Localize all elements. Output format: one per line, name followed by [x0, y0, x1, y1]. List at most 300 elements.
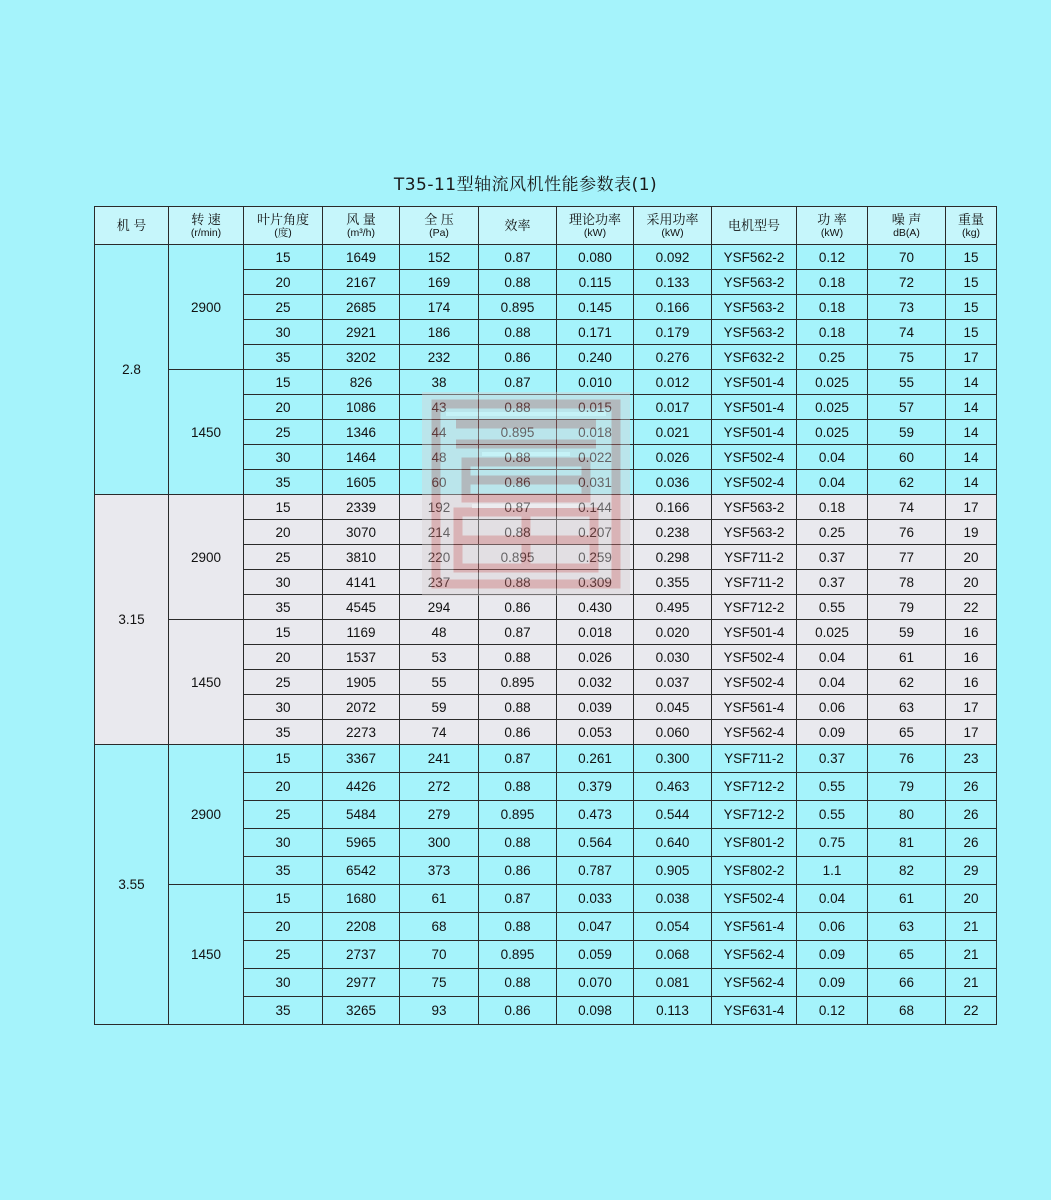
cell-weight: 16 — [946, 645, 997, 670]
cell-theoretical-power: 0.171 — [557, 320, 634, 345]
cell-motor-model: YSF501-4 — [712, 420, 797, 445]
cell-theoretical-power: 0.039 — [557, 695, 634, 720]
cell-blade-angle: 25 — [244, 670, 323, 695]
cell-efficiency: 0.88 — [479, 445, 557, 470]
cell-blade-angle: 35 — [244, 595, 323, 620]
cell-efficiency: 0.87 — [479, 745, 557, 773]
cell-noise: 77 — [868, 545, 946, 570]
cell-weight: 17 — [946, 495, 997, 520]
cell-air-volume: 826 — [323, 370, 400, 395]
cell-air-volume: 2167 — [323, 270, 400, 295]
cell-noise: 72 — [868, 270, 946, 295]
cell-adopted-power: 0.030 — [634, 645, 712, 670]
cell-efficiency: 0.87 — [479, 495, 557, 520]
cell-theoretical-power: 0.207 — [557, 520, 634, 545]
cell-weight: 22 — [946, 997, 997, 1025]
cell-blade-angle: 15 — [244, 885, 323, 913]
page-title: T35-11型轴流风机性能参数表(1) — [393, 175, 658, 195]
cell-weight: 17 — [946, 720, 997, 745]
cell-air-volume: 2208 — [323, 913, 400, 941]
cell-air-volume: 1464 — [323, 445, 400, 470]
cell-blade-angle: 35 — [244, 997, 323, 1025]
performance-table — [94, 206, 997, 1025]
cell-air-volume: 1605 — [323, 470, 400, 495]
cell-motor-model: YSF502-4 — [712, 445, 797, 470]
header-blade-angle — [244, 207, 323, 245]
cell-blade-angle: 30 — [244, 445, 323, 470]
header-unit: (m³/h) — [347, 227, 375, 239]
cell-blade-angle: 35 — [244, 345, 323, 370]
cell-theoretical-power: 0.032 — [557, 670, 634, 695]
cell-adopted-power: 0.640 — [634, 829, 712, 857]
cell-weight: 14 — [946, 420, 997, 445]
cell-noise: 79 — [868, 773, 946, 801]
cell-adopted-power: 0.905 — [634, 857, 712, 885]
cell-noise: 81 — [868, 829, 946, 857]
cell-theoretical-power: 0.115 — [557, 270, 634, 295]
cell-efficiency: 0.86 — [479, 345, 557, 370]
cell-total-pressure: 61 — [400, 885, 479, 913]
header-unit: dB(A) — [893, 227, 920, 239]
cell-noise: 66 — [868, 969, 946, 997]
cell-air-volume: 2921 — [323, 320, 400, 345]
cell-motor-model: YSF563-2 — [712, 520, 797, 545]
cell-noise: 65 — [868, 941, 946, 969]
cell-blade-angle: 30 — [244, 320, 323, 345]
cell-adopted-power: 0.017 — [634, 395, 712, 420]
cell-motor-model: YSF712-2 — [712, 595, 797, 620]
table-row — [95, 620, 997, 645]
cell-motor-power: 0.25 — [797, 345, 868, 370]
cell-theoretical-power: 0.144 — [557, 495, 634, 520]
cell-adopted-power: 0.166 — [634, 495, 712, 520]
header-unit: (kg) — [961, 227, 981, 239]
cell-efficiency: 0.88 — [479, 773, 557, 801]
cell-theoretical-power: 0.015 — [557, 395, 634, 420]
cell-motor-model: YSF562-4 — [712, 720, 797, 745]
table-row — [95, 495, 997, 520]
cell-weight: 20 — [946, 570, 997, 595]
cell-noise: 61 — [868, 645, 946, 670]
cell-motor-model: YSF502-4 — [712, 470, 797, 495]
cell-efficiency: 0.895 — [479, 420, 557, 445]
header-weight — [946, 207, 997, 245]
cell-air-volume: 2737 — [323, 941, 400, 969]
cell-weight: 17 — [946, 695, 997, 720]
cell-noise: 65 — [868, 720, 946, 745]
cell-motor-model: YSF501-4 — [712, 370, 797, 395]
cell-motor-model: YSF562-2 — [712, 245, 797, 270]
cell-air-volume: 3265 — [323, 997, 400, 1025]
cell-weight: 14 — [946, 470, 997, 495]
cell-theoretical-power: 0.059 — [557, 941, 634, 969]
cell-air-volume: 4426 — [323, 773, 400, 801]
cell-total-pressure: 237 — [400, 570, 479, 595]
cell-weight: 15 — [946, 270, 997, 295]
cell-motor-model: YSF501-4 — [712, 620, 797, 645]
cell-theoretical-power: 0.010 — [557, 370, 634, 395]
cell-air-volume: 2685 — [323, 295, 400, 320]
cell-theoretical-power: 0.259 — [557, 545, 634, 570]
cell-weight: 14 — [946, 370, 997, 395]
cell-total-pressure: 43 — [400, 395, 479, 420]
cell-noise: 55 — [868, 370, 946, 395]
cell-air-volume: 2339 — [323, 495, 400, 520]
cell-weight: 26 — [946, 801, 997, 829]
cell-noise: 76 — [868, 745, 946, 773]
cell-theoretical-power: 0.053 — [557, 720, 634, 745]
cell-total-pressure: 74 — [400, 720, 479, 745]
cell-efficiency: 0.895 — [479, 670, 557, 695]
cell-adopted-power: 0.133 — [634, 270, 712, 295]
header-label: 转 速 — [191, 212, 221, 227]
cell-air-volume: 3202 — [323, 345, 400, 370]
cell-motor-model: YSF802-2 — [712, 857, 797, 885]
cell-total-pressure: 59 — [400, 695, 479, 720]
cell-motor-power: 0.55 — [797, 773, 868, 801]
cell-blade-angle: 25 — [244, 545, 323, 570]
header-motor-model — [712, 207, 797, 245]
header-row — [95, 207, 997, 245]
cell-motor-power: 0.18 — [797, 495, 868, 520]
cell-weight: 15 — [946, 295, 997, 320]
cell-noise: 80 — [868, 801, 946, 829]
cell-theoretical-power: 0.309 — [557, 570, 634, 595]
cell-motor-model: YSF562-4 — [712, 941, 797, 969]
cell-efficiency: 0.895 — [479, 545, 557, 570]
cell-blade-angle: 30 — [244, 829, 323, 857]
cell-weight: 26 — [946, 773, 997, 801]
table-row — [95, 370, 997, 395]
table-row — [95, 245, 997, 270]
cell-motor-model: YSF563-2 — [712, 270, 797, 295]
cell-weight: 19 — [946, 520, 997, 545]
cell-motor-power: 0.18 — [797, 270, 868, 295]
cell-motor-power: 0.37 — [797, 745, 868, 773]
cell-air-volume: 1346 — [323, 420, 400, 445]
cell-total-pressure: 38 — [400, 370, 479, 395]
cell-total-pressure: 48 — [400, 445, 479, 470]
cell-efficiency: 0.87 — [479, 885, 557, 913]
cell-theoretical-power: 0.473 — [557, 801, 634, 829]
cell-efficiency: 0.895 — [479, 801, 557, 829]
cell-motor-power: 0.12 — [797, 245, 868, 270]
cell-motor-power: 0.04 — [797, 670, 868, 695]
cell-weight: 22 — [946, 595, 997, 620]
cell-blade-angle: 25 — [244, 420, 323, 445]
header-total-pressure — [400, 207, 479, 245]
cell-motor-power: 0.09 — [797, 969, 868, 997]
cell-speed: 2900 — [169, 495, 244, 620]
cell-blade-angle: 15 — [244, 245, 323, 270]
cell-air-volume: 5965 — [323, 829, 400, 857]
cell-efficiency: 0.88 — [479, 913, 557, 941]
cell-adopted-power: 0.238 — [634, 520, 712, 545]
cell-theoretical-power: 0.261 — [557, 745, 634, 773]
cell-weight: 15 — [946, 245, 997, 270]
cell-air-volume: 1537 — [323, 645, 400, 670]
cell-blade-angle: 30 — [244, 570, 323, 595]
cell-theoretical-power: 0.033 — [557, 885, 634, 913]
cell-efficiency: 0.87 — [479, 245, 557, 270]
cell-motor-power: 0.18 — [797, 295, 868, 320]
cell-motor-power: 0.12 — [797, 997, 868, 1025]
cell-adopted-power: 0.495 — [634, 595, 712, 620]
cell-motor-power: 0.18 — [797, 320, 868, 345]
cell-motor-power: 0.55 — [797, 595, 868, 620]
cell-air-volume: 3367 — [323, 745, 400, 773]
header-air-volume — [323, 207, 400, 245]
cell-adopted-power: 0.054 — [634, 913, 712, 941]
cell-adopted-power: 0.463 — [634, 773, 712, 801]
cell-motor-model: YSF712-2 — [712, 801, 797, 829]
cell-motor-model: YSF502-4 — [712, 670, 797, 695]
cell-weight: 23 — [946, 745, 997, 773]
header-label: 全 压 — [424, 212, 454, 227]
cell-noise: 74 — [868, 495, 946, 520]
header-label: 采用功率 — [646, 212, 699, 227]
cell-total-pressure: 232 — [400, 345, 479, 370]
cell-weight: 21 — [946, 941, 997, 969]
cell-motor-power: 0.55 — [797, 801, 868, 829]
cell-motor-power: 0.025 — [797, 395, 868, 420]
cell-motor-model: YSF502-4 — [712, 645, 797, 670]
cell-speed: 2900 — [169, 245, 244, 370]
cell-noise: 61 — [868, 885, 946, 913]
cell-adopted-power: 0.276 — [634, 345, 712, 370]
cell-noise: 75 — [868, 345, 946, 370]
cell-blade-angle: 25 — [244, 295, 323, 320]
cell-total-pressure: 294 — [400, 595, 479, 620]
cell-air-volume: 5484 — [323, 801, 400, 829]
cell-total-pressure: 60 — [400, 470, 479, 495]
cell-total-pressure: 70 — [400, 941, 479, 969]
cell-total-pressure: 241 — [400, 745, 479, 773]
cell-theoretical-power: 0.080 — [557, 245, 634, 270]
cell-adopted-power: 0.355 — [634, 570, 712, 595]
cell-total-pressure: 44 — [400, 420, 479, 445]
header-unit: (度) — [274, 227, 292, 239]
cell-adopted-power: 0.036 — [634, 470, 712, 495]
cell-noise: 79 — [868, 595, 946, 620]
cell-air-volume: 1680 — [323, 885, 400, 913]
cell-adopted-power: 0.166 — [634, 295, 712, 320]
performance-table-container — [94, 206, 996, 1025]
cell-noise: 57 — [868, 395, 946, 420]
header-noise — [868, 207, 946, 245]
cell-total-pressure: 174 — [400, 295, 479, 320]
cell-weight: 21 — [946, 913, 997, 941]
cell-blade-angle: 20 — [244, 645, 323, 670]
cell-weight: 16 — [946, 620, 997, 645]
cell-efficiency: 0.88 — [479, 520, 557, 545]
cell-motor-power: 0.06 — [797, 913, 868, 941]
cell-noise: 76 — [868, 520, 946, 545]
cell-adopted-power: 0.037 — [634, 670, 712, 695]
cell-air-volume: 6542 — [323, 857, 400, 885]
cell-efficiency: 0.88 — [479, 969, 557, 997]
table-row — [95, 885, 997, 913]
cell-theoretical-power: 0.047 — [557, 913, 634, 941]
cell-theoretical-power: 0.031 — [557, 470, 634, 495]
cell-air-volume: 4141 — [323, 570, 400, 595]
cell-blade-angle: 20 — [244, 773, 323, 801]
cell-motor-model: YSF563-2 — [712, 320, 797, 345]
cell-machine-number: 3.55 — [95, 745, 169, 1025]
cell-air-volume: 2072 — [323, 695, 400, 720]
cell-efficiency: 0.88 — [479, 645, 557, 670]
cell-adopted-power: 0.544 — [634, 801, 712, 829]
cell-air-volume: 1905 — [323, 670, 400, 695]
cell-air-volume: 1169 — [323, 620, 400, 645]
cell-motor-model: YSF712-2 — [712, 773, 797, 801]
cell-weight: 17 — [946, 345, 997, 370]
header-label: 功 率 — [817, 212, 847, 227]
cell-motor-power: 0.09 — [797, 720, 868, 745]
cell-theoretical-power: 0.430 — [557, 595, 634, 620]
cell-motor-model: YSF561-4 — [712, 695, 797, 720]
header-label: 电机型号 — [727, 218, 780, 233]
cell-weight: 16 — [946, 670, 997, 695]
cell-noise: 70 — [868, 245, 946, 270]
cell-total-pressure: 192 — [400, 495, 479, 520]
cell-adopted-power: 0.026 — [634, 445, 712, 470]
cell-total-pressure: 272 — [400, 773, 479, 801]
cell-total-pressure: 300 — [400, 829, 479, 857]
cell-theoretical-power: 0.022 — [557, 445, 634, 470]
cell-blade-angle: 30 — [244, 969, 323, 997]
cell-noise: 82 — [868, 857, 946, 885]
cell-total-pressure: 53 — [400, 645, 479, 670]
cell-air-volume: 4545 — [323, 595, 400, 620]
cell-motor-power: 0.04 — [797, 470, 868, 495]
cell-total-pressure: 279 — [400, 801, 479, 829]
cell-efficiency: 0.88 — [479, 570, 557, 595]
cell-motor-power: 0.25 — [797, 520, 868, 545]
header-label: 理论功率 — [568, 212, 621, 227]
cell-total-pressure: 220 — [400, 545, 479, 570]
cell-total-pressure: 214 — [400, 520, 479, 545]
cell-theoretical-power: 0.070 — [557, 969, 634, 997]
header-label: 噪 声 — [891, 212, 922, 227]
cell-total-pressure: 169 — [400, 270, 479, 295]
cell-blade-angle: 35 — [244, 857, 323, 885]
cell-speed: 1450 — [169, 885, 244, 1025]
cell-blade-angle: 20 — [244, 395, 323, 420]
cell-motor-model: YSF631-4 — [712, 997, 797, 1025]
cell-adopted-power: 0.060 — [634, 720, 712, 745]
cell-efficiency: 0.86 — [479, 470, 557, 495]
cell-efficiency: 0.88 — [479, 695, 557, 720]
cell-weight: 26 — [946, 829, 997, 857]
cell-blade-angle: 15 — [244, 745, 323, 773]
cell-motor-model: YSF711-2 — [712, 745, 797, 773]
cell-air-volume: 3070 — [323, 520, 400, 545]
cell-efficiency: 0.88 — [479, 270, 557, 295]
cell-motor-power: 0.37 — [797, 545, 868, 570]
header-machine — [95, 207, 169, 245]
cell-air-volume: 1649 — [323, 245, 400, 270]
cell-blade-angle: 15 — [244, 370, 323, 395]
cell-air-volume: 3810 — [323, 545, 400, 570]
cell-air-volume: 1086 — [323, 395, 400, 420]
cell-motor-power: 0.09 — [797, 941, 868, 969]
cell-motor-power: 0.04 — [797, 885, 868, 913]
cell-motor-model: YSF561-4 — [712, 913, 797, 941]
cell-weight: 15 — [946, 320, 997, 345]
cell-efficiency: 0.895 — [479, 295, 557, 320]
cell-theoretical-power: 0.018 — [557, 420, 634, 445]
cell-weight: 20 — [946, 885, 997, 913]
header-unit: (Pa) — [429, 227, 449, 239]
cell-blade-angle: 30 — [244, 695, 323, 720]
cell-theoretical-power: 0.564 — [557, 829, 634, 857]
cell-efficiency: 0.86 — [479, 595, 557, 620]
cell-blade-angle: 25 — [244, 941, 323, 969]
header-unit: (kW) — [820, 227, 844, 239]
header-label: 风 量 — [346, 212, 376, 227]
cell-air-volume: 2273 — [323, 720, 400, 745]
cell-adopted-power: 0.020 — [634, 620, 712, 645]
cell-noise: 59 — [868, 420, 946, 445]
cell-adopted-power: 0.021 — [634, 420, 712, 445]
header-label: 机 号 — [116, 218, 147, 233]
cell-motor-power: 0.75 — [797, 829, 868, 857]
cell-theoretical-power: 0.240 — [557, 345, 634, 370]
cell-efficiency: 0.87 — [479, 370, 557, 395]
cell-noise: 68 — [868, 997, 946, 1025]
cell-blade-angle: 35 — [244, 470, 323, 495]
table-row — [95, 745, 997, 773]
cell-total-pressure: 186 — [400, 320, 479, 345]
cell-motor-model: YSF501-4 — [712, 395, 797, 420]
cell-motor-power: 0.04 — [797, 445, 868, 470]
cell-blade-angle: 15 — [244, 495, 323, 520]
cell-adopted-power: 0.092 — [634, 245, 712, 270]
cell-noise: 62 — [868, 470, 946, 495]
cell-adopted-power: 0.113 — [634, 997, 712, 1025]
cell-blade-angle: 35 — [244, 720, 323, 745]
cell-motor-power: 0.06 — [797, 695, 868, 720]
cell-noise: 73 — [868, 295, 946, 320]
cell-adopted-power: 0.081 — [634, 969, 712, 997]
cell-weight: 14 — [946, 395, 997, 420]
header-unit: (r/min) — [190, 227, 222, 239]
cell-efficiency: 0.88 — [479, 395, 557, 420]
cell-adopted-power: 0.038 — [634, 885, 712, 913]
header-theoretical-power — [557, 207, 634, 245]
cell-noise: 60 — [868, 445, 946, 470]
cell-adopted-power: 0.300 — [634, 745, 712, 773]
header-label: 重量 — [957, 212, 984, 227]
header-unit: (kW) — [661, 227, 684, 239]
cell-efficiency: 0.895 — [479, 941, 557, 969]
cell-motor-model: YSF711-2 — [712, 545, 797, 570]
cell-noise: 63 — [868, 695, 946, 720]
cell-total-pressure: 93 — [400, 997, 479, 1025]
cell-total-pressure: 373 — [400, 857, 479, 885]
header-adopted-power — [634, 207, 712, 245]
cell-adopted-power: 0.012 — [634, 370, 712, 395]
cell-efficiency: 0.86 — [479, 857, 557, 885]
cell-motor-model: YSF801-2 — [712, 829, 797, 857]
cell-motor-power: 0.04 — [797, 645, 868, 670]
cell-motor-model: YSF562-4 — [712, 969, 797, 997]
header-efficiency — [479, 207, 557, 245]
cell-adopted-power: 0.298 — [634, 545, 712, 570]
cell-total-pressure: 48 — [400, 620, 479, 645]
cell-noise: 63 — [868, 913, 946, 941]
